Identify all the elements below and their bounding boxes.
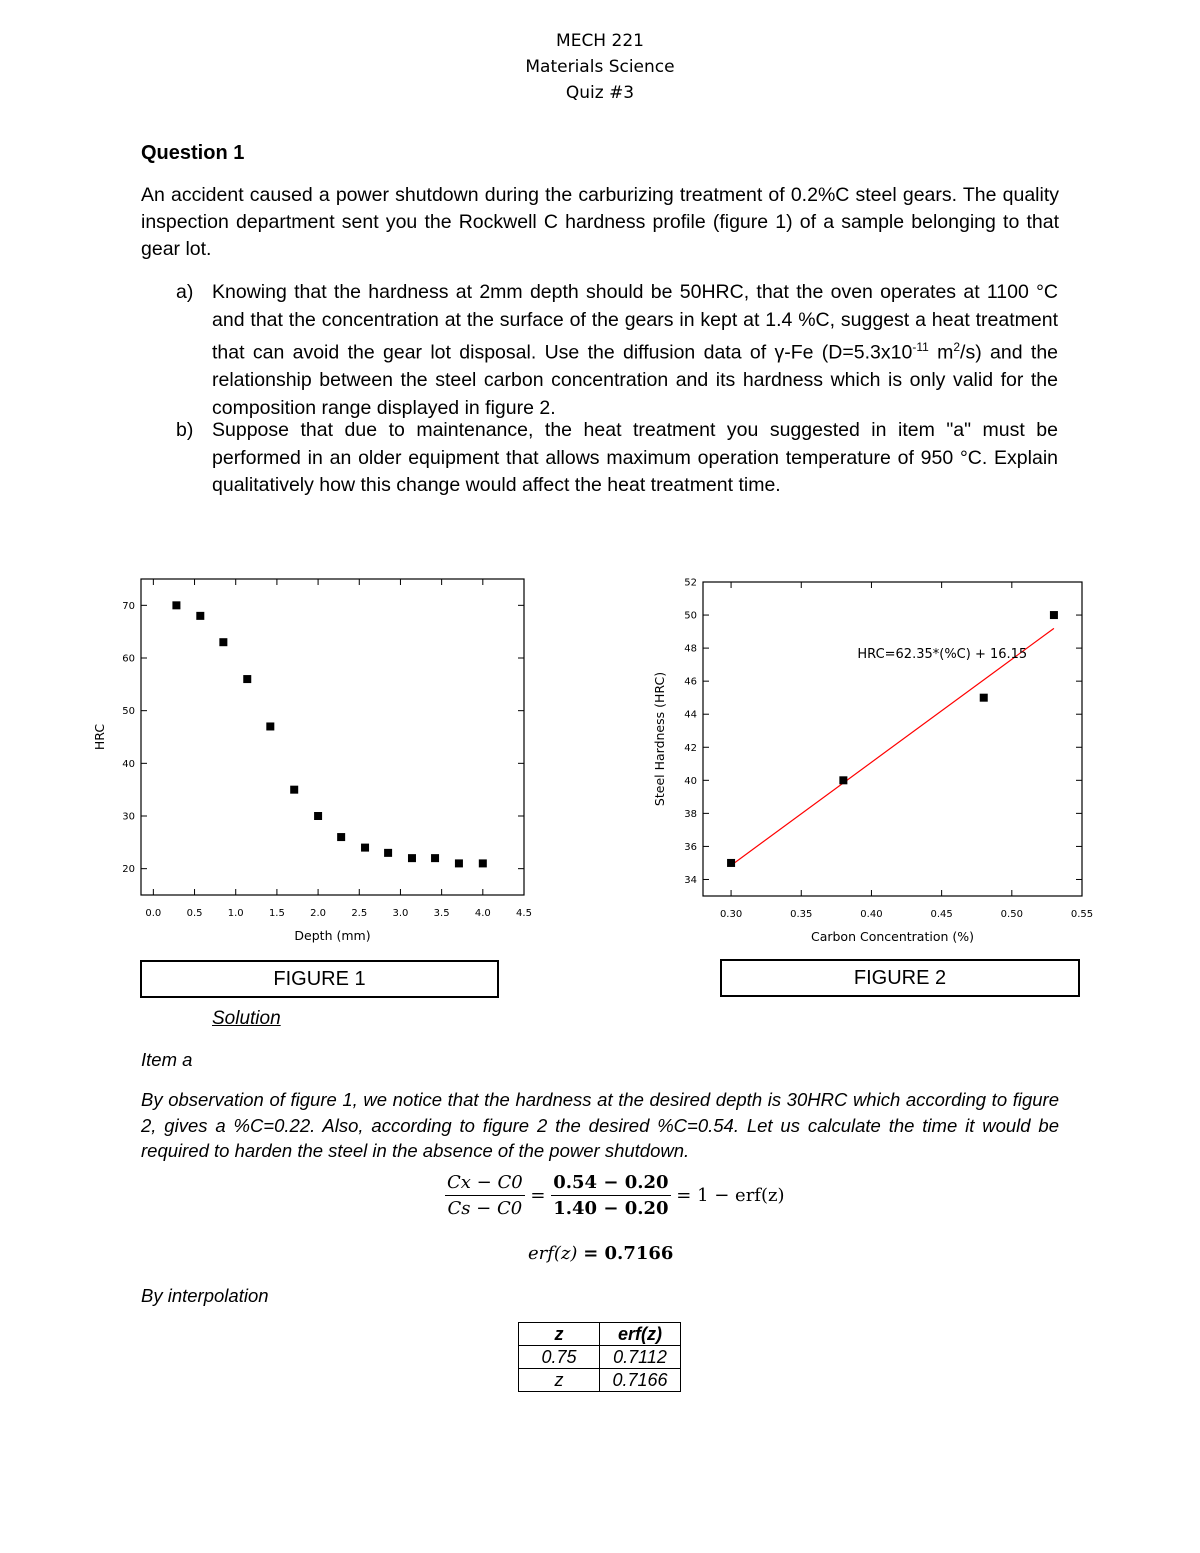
item-a-sup2: 2	[953, 340, 961, 354]
x-tick-label: 0.5	[186, 908, 203, 919]
fit-line	[731, 628, 1054, 865]
table-row	[519, 1346, 681, 1369]
x-tick-label: 2.5	[351, 908, 368, 919]
interpolation-label: By interpolation	[141, 1285, 269, 1306]
eq1-lhs-num: Cx − C0	[445, 1172, 525, 1196]
quiz-number: Quiz #3	[565, 83, 635, 103]
x-tick-label: 2.0	[310, 908, 327, 919]
y-tick-label: 34	[684, 874, 697, 886]
y-tick-label: 44	[684, 709, 697, 721]
item-a-text-part1: Knowing that the hardness at 2mm depth should be 50HRC, that the oven operates at 1100 °C and that the concentration at the surface of the gears in kept at 1.4 %C, suggest a heat treatment that can avoid the gear lot disposal. Use the diffusion data of γ-Fe (D=5.3x10	[212, 281, 1058, 364]
y-tick-label: 42	[684, 742, 697, 754]
data-point	[219, 638, 227, 646]
x-tick-label: 0.40	[860, 909, 883, 920]
table-header-row	[519, 1323, 681, 1346]
data-point	[172, 601, 180, 609]
eq2-rhs: = 0.7166	[583, 1243, 674, 1264]
y-tick-label: 50	[122, 706, 135, 718]
data-point	[839, 776, 847, 784]
item-b-label: b)	[176, 419, 194, 441]
data-point	[479, 859, 487, 867]
y-tick-label: 60	[122, 653, 135, 665]
question-item-b	[176, 417, 1058, 500]
x-tick-label: 0.45	[930, 909, 953, 920]
solution-heading: Solution	[212, 1008, 281, 1029]
x-tick-label: 0.35	[790, 909, 813, 920]
question-item-a	[176, 279, 1058, 422]
item-a-label: a)	[176, 281, 194, 303]
eq1-rhs-den: 1.40 − 0.20	[553, 1198, 669, 1219]
x-tick-label: 0.50	[1000, 909, 1023, 920]
plot-frame	[703, 582, 1082, 896]
y-tick-label: 50	[684, 610, 697, 622]
table-header-z: z	[519, 1323, 600, 1346]
table-cell: 0.7166	[600, 1369, 681, 1392]
y-tick-label: 38	[684, 808, 697, 820]
eq1-rhs-fraction	[551, 1172, 670, 1219]
question-title: Question 1	[141, 142, 245, 164]
y-axis-label: HRC	[92, 723, 107, 751]
y-tick-label: 40	[122, 758, 135, 770]
eq2-lhs: erf(z)	[528, 1243, 578, 1264]
item-b-text: Suppose that due to maintenance, the heat treatment you suggested in item "a" must be performed in an older equipment that allows maximum operation temperature of 950 °C. Explain qualitatively how this change would affect the heat treatment time.	[212, 419, 1058, 496]
table-header-erf: erf(z)	[600, 1323, 681, 1346]
item-a-heading: Item a	[141, 1049, 193, 1070]
x-tick-label: 3.5	[433, 908, 450, 919]
data-point	[727, 859, 735, 867]
data-point	[361, 844, 369, 852]
y-tick-label: 36	[684, 841, 697, 853]
equation-1: $\frac{Cx - C0}{Cs - C0}$ = $\frac{0.54 - 0.20}{1.40 - 0.20}$ = 1 − erf(z)	[447, 1172, 785, 1219]
eq1-lhs-fraction	[445, 1172, 525, 1219]
x-tick-label: 0.0	[145, 908, 162, 919]
equation-2	[528, 1243, 673, 1264]
figure-2-chart	[640, 570, 1120, 960]
item-a-text-part2: m	[928, 341, 954, 364]
x-tick-label: 4.0	[474, 908, 491, 919]
data-point	[431, 854, 439, 862]
item-a-text-part3: /s) and the relationship between the steel carbon concentration and its hardness which is only valid for the composition range displayed in figure 2.	[212, 341, 1059, 419]
y-tick-label: 30	[122, 811, 135, 823]
table-cell: z	[519, 1369, 600, 1392]
x-tick-label: 4.5	[516, 908, 532, 919]
x-tick-label: 1.5	[268, 908, 285, 919]
table-cell: 0.75	[519, 1346, 600, 1369]
data-point	[196, 612, 204, 620]
course-code: MECH 221	[556, 31, 644, 51]
y-axis-label: Steel Hardness (HRC)	[652, 671, 667, 807]
figure-1-label: FIGURE 1	[140, 960, 499, 998]
eq1-lhs-den: Cs − C0	[447, 1198, 523, 1219]
data-point	[290, 786, 298, 794]
interpolation-table	[518, 1322, 681, 1392]
data-point	[1050, 611, 1058, 619]
y-tick-label: 52	[684, 577, 697, 589]
x-tick-label: 3.0	[392, 908, 409, 919]
y-tick-label: 48	[684, 643, 697, 655]
x-axis-label: Depth (mm)	[294, 928, 371, 943]
plot-frame	[141, 579, 524, 895]
x-tick-label: 0.55	[1070, 909, 1094, 920]
item-a-sup1: -11	[912, 340, 929, 354]
fit-equation-annotation: HRC=62.35*(%C) + 16.15	[857, 647, 1028, 663]
data-point	[384, 849, 392, 857]
item-a-text	[212, 279, 1058, 422]
y-tick-label: 40	[684, 775, 697, 787]
x-tick-label: 0.30	[719, 909, 743, 920]
data-point	[455, 859, 463, 867]
table-cell: 0.7112	[600, 1346, 681, 1369]
solution-paragraph: By observation of figure 1, we notice that the hardness at the desired depth is 30HRC which according to figure 2, gives a %C=0.22. Also, according to figure 2 the desired %C=0.54. Let us calculate the time it would be required to harden the steel in the absence of the power shutdown.	[141, 1089, 1059, 1161]
figure-1-chart	[80, 570, 560, 950]
y-tick-label: 46	[684, 676, 697, 688]
data-point	[408, 854, 416, 862]
data-point	[243, 675, 251, 683]
data-point	[337, 833, 345, 841]
data-point	[266, 722, 274, 730]
table-row	[519, 1369, 681, 1392]
x-tick-label: 1.0	[227, 908, 244, 919]
y-tick-label: 70	[122, 600, 135, 612]
data-point	[980, 694, 988, 702]
figure-2-label: FIGURE 2	[720, 959, 1080, 997]
question-intro: An accident caused a power shutdown during the carburizing treatment of 0.2%C steel gears. The quality inspection department sent you the Rockwell C hardness profile (figure 1) of a sample belonging to that gear lot.	[141, 184, 1059, 260]
x-axis-label: Carbon Concentration (%)	[810, 929, 975, 944]
course-subject: Materials Science	[525, 57, 675, 77]
eq1-rhs-num: 0.54 − 0.20	[551, 1172, 670, 1196]
eq1-rhs: = 1 − erf(z)	[676, 1185, 785, 1206]
y-tick-label: 20	[122, 864, 135, 876]
data-point	[314, 812, 322, 820]
